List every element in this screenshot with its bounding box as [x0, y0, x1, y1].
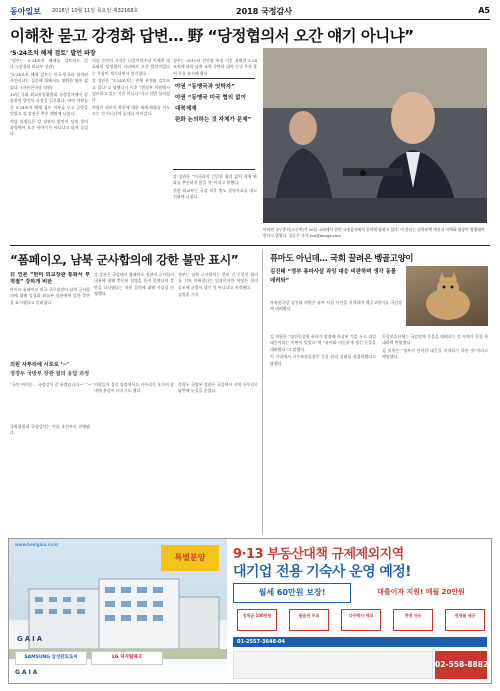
pull-quote-line: 야권 “동맹국과 엇박자”: [175, 84, 235, 90]
paragraph: 야당은 정부가 북한에 대한 제재 완화를 서두르는 것 아니냐며 공세를 이어갔다.: [92, 104, 170, 117]
paragraph: 10일 국회 외교통일위원회 국정감사에서 강 장관의 발언이 파장을 일으켰다. 여야 의원들은 5·24조치 해제 검토 여부를 두고 공방을 벌였고 강 장관은 추후 해명에 나섰다.: [10, 92, 88, 117]
building-illustration: [9, 569, 227, 659]
ad-keyword: 전매 자유: [393, 609, 433, 631]
section-title: 2018 국정감사: [236, 7, 292, 16]
pull-quote-box: [173, 78, 255, 170]
hearing-photo: [263, 48, 487, 223]
paragraph: 김 의원은 “정부의 안이한 대응을 지적하기 위한 것”이라고 해명했다.: [382, 347, 488, 360]
paragraph: 강 장관은 “미국과의 긴밀한 협의 없이 제재 완화를 추진하지 않을 것”이라고 말했다.: [173, 174, 257, 186]
ad-contact: 01-2557-3648-04: [233, 637, 487, 647]
cat-photo: [406, 266, 488, 326]
story-deck: 김진태 “정부 퓨마사살 과잉 대응 비판하며 생각 동물 데려와”: [270, 269, 397, 284]
byline: 김정훈 기자: [178, 292, 199, 298]
cat-illustration: [406, 266, 488, 326]
pull-quote-line: 완화 논의하는 것 자체가 문제”: [175, 117, 252, 123]
paragraph: 동물보호단체는 국감장에 동물을 데려오는 것 자체가 동물 학대라며 반발했다.: [382, 334, 488, 346]
pull-quote-line: 야권 “동맹국 미국 협의 없이 대북제재: [175, 95, 246, 112]
newspaper-logo: 동아일보: [10, 7, 41, 16]
ad-gaia-logo: GAIA: [17, 635, 45, 643]
paragraph: 강 장관은 “5·24조치는 관계 부처와 검토하고 있다”고 답했다가 이후 “범정부 차원에서 검토하고 있는 것은 아니다”라고 한발 물러섰다.: [92, 78, 170, 103]
story-column: [382, 334, 488, 530]
ad-right-panel: [227, 539, 492, 684]
paragraph: “5·24조치 해제 검토는 미국·한국과 협의된 사안이냐는 질문에 대해서도 명확한 답이 없었다.”(자유한국당 의원): [10, 71, 88, 90]
paragraph: 마이크 폼페이오 미국 국무장관이 남북 군사합의에 대해 강경화 외교부 장관에게 강한 불만을 표시했다고 알려졌다.: [10, 287, 90, 305]
sponsor-lg: LG 디지털파크: [91, 651, 163, 665]
paragraph: 국방위원회 국정감사는 이날 오전부터 진행됐다.: [10, 424, 90, 436]
story-deck: 日 언론 “한미 외교장관 통화서 부적절” 강하게 비판: [10, 272, 90, 285]
ad-left-panel: [9, 539, 227, 684]
ad-map-box: [233, 651, 433, 679]
lead-subhead: ‘5·24조치 해제 검토’ 발언 파장: [10, 50, 96, 57]
paragraph: 이날 논란의 시작은 더불어민주당 이해찬 대표와의 당정협의 자리에서 오간 발언이었다는 주장이 제기되면서 불거졌다.: [92, 58, 170, 76]
paragraph: 김 의원은 “대전동물원 퓨마가 탈출해 사살된 것을 두고 과잉 대응이라는 비판이 일었다”며 “퓨마와 비슷하게 생긴 동물을 데려왔다”고 말했다.: [270, 334, 376, 352]
kicker-title: 의원 사투리에 시로로 ‘~’: [10, 362, 69, 368]
story-column: [178, 382, 258, 532]
lead-column-3: [173, 174, 257, 240]
page-number: A5: [478, 6, 490, 15]
paragraph: 한편 외교부는 국감 직후 별도 설명자료를 내고 진화에 나섰다.: [173, 187, 257, 200]
ad-subtitle: 대기업 전용 기숙사 운영 예정!: [233, 564, 411, 580]
paragraph: 의원들의 질의 과정에서도 사투리가 오가며 장내에 웃음이 터지기도 했다.: [94, 382, 174, 394]
lead-headline: 이해찬 묻고 강경화 답변… 野 “당정협의서 오간 얘기 아니냐”: [10, 27, 414, 45]
section-divider: [10, 245, 490, 246]
story-headline: “폼페이오, 남북 군사합의에 강한 불만 표시”: [10, 253, 239, 267]
paragraph: 강 장관은 국감에서 폼페이오 장관이 군사합의 내용에 대해 충분히 설명을 듣지 못했다며 불만을 나타냈다는 의원 질의에 대해 사실상 인정했다.: [94, 272, 174, 297]
ad-special-sale: 특별분양: [161, 545, 219, 571]
ad-keyword: 전세물 제공: [445, 609, 485, 631]
photo-caption: 이낙연 국무총리(오른쪽)가 10일 국회에서 열린 국정감사에서 질의에 답하고 있다. 이 총리는 남북관계 개선과 비핵화 협상이 병행돼야 한다고 밝혔다. 김동주 기자 zoo@donga.com: [263, 227, 485, 238]
ad-website: www.beolgaia.co.kr: [15, 543, 59, 548]
ad-keyword: 풀옵션 무료: [289, 609, 329, 631]
masthead: [10, 6, 490, 20]
kicker-subtitle: 정경두 국방부 장관 질의 응답 과정: [10, 371, 90, 377]
ad-phone: 02-558-8882: [435, 651, 487, 679]
ad-keyword: 정책금 100만원: [237, 609, 277, 631]
story-column: [10, 424, 90, 532]
column-divider: [262, 250, 263, 534]
sponsor-samsung: SAMSUNG 삼성탄토토씨: [15, 651, 87, 665]
ad-rent: 월세 60만원 보장!: [233, 583, 351, 603]
ad-loan: 대출이자 지원! 매월 20만원: [355, 583, 487, 603]
issue-date: 2018년 10월 11일 목요일 제32168호: [52, 8, 139, 14]
paragraph: 자유한국당 김진태 의원은 퓨마 사살 사건을 지적하며 벵골고양이를 국감장에 데려왔다.: [270, 300, 402, 312]
lead-column-1: [10, 58, 88, 240]
lead-column-2: [92, 58, 170, 240]
story-column: [94, 272, 174, 360]
lead-column-3-top: [173, 58, 257, 76]
paragraph: “국민 여러분… 국정감사 잘 하겠습니다~” “~”: [10, 382, 94, 387]
paragraph: 정경두 국방부 장관은 국감에서 지역 사투리로 답변해 눈길을 끌었다.: [178, 382, 258, 394]
paragraph: 정부는 남북 군사합의는 한미 간 긴밀한 협의를 거쳐 이뤄졌다는 입장이지만 야당은 한미 공조에 균열이 생긴 것 아니냐고 지적했다.: [178, 272, 258, 290]
ad-gaia-logo-bottom: GAIA: [15, 669, 40, 676]
photo-illustration: [263, 48, 487, 223]
paragraph: 정부는 2010년 천안함 폭침 이후 취해진 5·24조치에 따라 남북 교역 중단과 대북 신규 투자 불허 등을 유지해 왔다.: [173, 58, 257, 76]
story-headline: 퓨마도 아닌데… 국회 끌려온 벵골고양이: [270, 253, 414, 263]
real-estate-advertisement: [8, 538, 492, 684]
paragraph: 야당 의원들은 강 장관의 발언이 당정 협의 과정에서 오간 이야기가 아니냐고 따져 물었다.: [10, 118, 88, 137]
story-column: [270, 300, 402, 330]
paragraph: 이 자리에서 국무조정실장은 동물 관리 실태를 점검하겠다고 답했다.: [270, 354, 376, 366]
paragraph: “정부는 5·24조치 해제를 검토하고 있다.”(강경화 외교부 장관): [10, 58, 88, 70]
story-column: [10, 272, 90, 360]
ad-keyword: 다주택자 제외: [341, 609, 381, 631]
story-column: [94, 382, 174, 532]
story-column: [270, 334, 376, 530]
ad-title: 9·13 부동산대책 규제제외지역: [233, 547, 404, 562]
story-column: [178, 272, 258, 360]
